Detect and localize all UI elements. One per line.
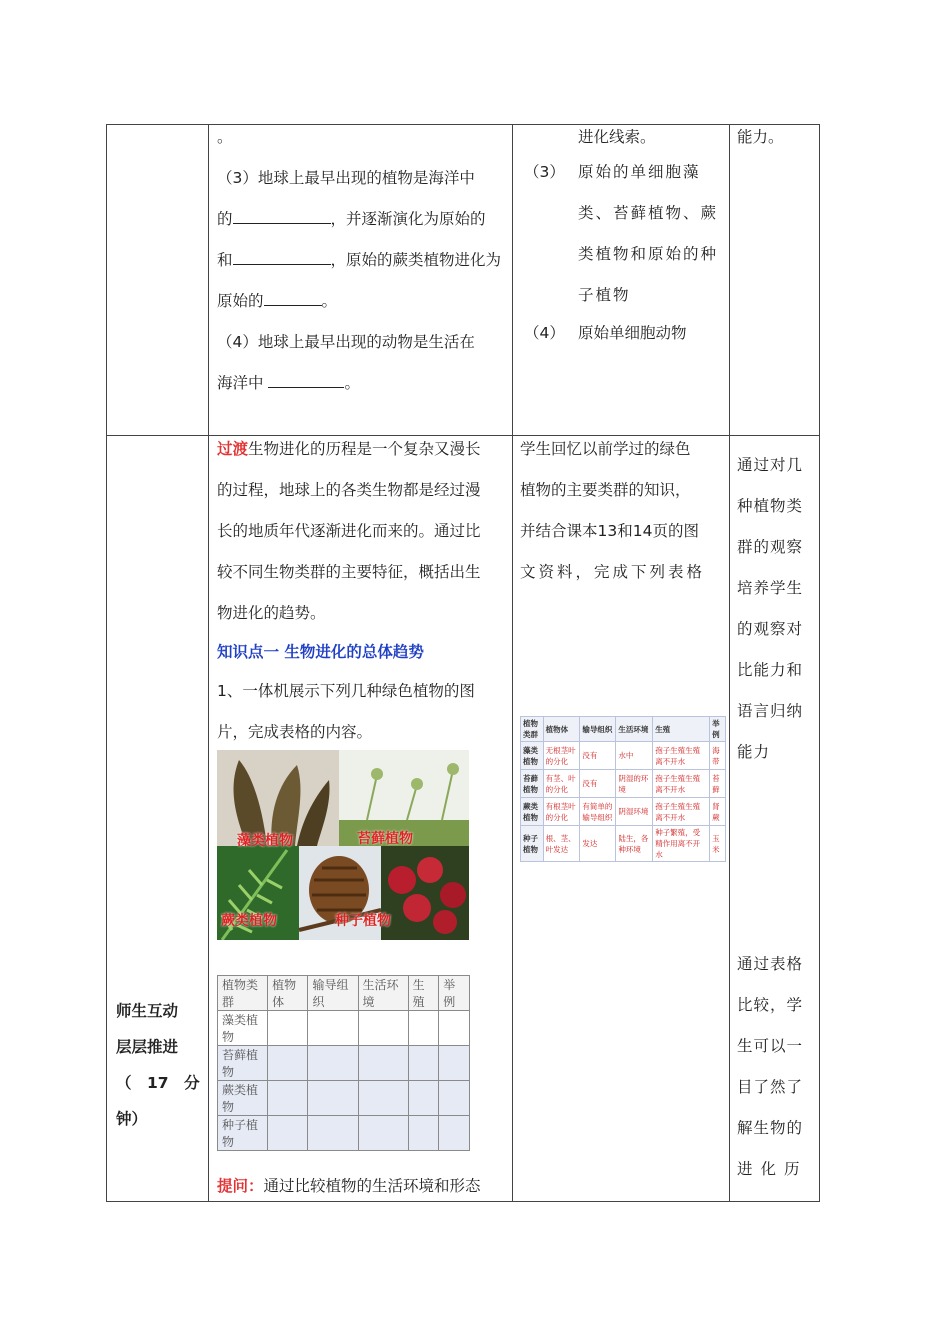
table-cell-empty[interactable] — [308, 1011, 358, 1046]
question-label: 提问： — [217, 1177, 264, 1195]
text-line: 的过程，地球上的各类生物都是经过漫 — [217, 481, 481, 499]
photo-label-seed: 种子植物 — [335, 913, 391, 929]
text-line: 文资料，完成下列表格 — [520, 563, 706, 581]
answer-3-text — [578, 152, 723, 316]
transition-label: 过渡 — [217, 440, 249, 458]
text-line: 学生回忆以前学过的绿色 — [520, 440, 691, 458]
answer-cell: 种子繁殖，受精作用离不开水 — [653, 826, 710, 862]
answer-cell: 有简单的输导组织 — [580, 798, 616, 826]
answer-cell: 水中 — [616, 742, 653, 770]
answer-table-row — [521, 742, 726, 770]
table-cell-empty[interactable] — [408, 1081, 439, 1116]
stage-line: 师生互动 — [116, 1002, 179, 1020]
text-line: （4）地球上最早出现的动物是生活在 — [217, 333, 475, 351]
text-line: 过渡生物进化的历程是一个复杂又漫长 — [217, 440, 481, 458]
question-line — [217, 1166, 507, 1207]
table-header-cell: 植物类群 — [218, 976, 268, 1011]
answer-cell: 陆生，各种环境 — [616, 826, 653, 862]
plant-classification-table — [217, 975, 470, 1151]
text-line: （3）地球上最早出现的植物是海洋中 — [217, 169, 475, 187]
answer-header-cell: 输导组织 — [580, 717, 616, 742]
text-line: 目了然了 — [737, 1078, 804, 1096]
answer-row-label: 种子植物 — [521, 826, 544, 862]
text-line: 原始的单细胞藻 — [578, 163, 701, 181]
text-line: 较不同生物类群的主要特征，概括出生 — [217, 563, 481, 581]
fill-blank[interactable] — [264, 291, 322, 306]
text-line: 植物的主要类群的知识， — [520, 481, 691, 499]
student-activity-text — [520, 429, 720, 593]
table-cell-empty[interactable] — [439, 1116, 470, 1151]
text-line: 片，完成表格的内容。 — [217, 723, 373, 741]
plant-photo-collage — [217, 750, 469, 940]
table-cell-empty[interactable] — [268, 1011, 308, 1046]
answer-cell: 根、茎、叶发达 — [543, 826, 580, 862]
text-line: 长的地质年代逐渐进化而来的。通过比 — [217, 522, 481, 540]
col-divider-2 — [512, 125, 513, 1201]
answer-cell: 海带 — [710, 742, 726, 770]
text-line: 子植物 — [578, 286, 631, 304]
text-line: 并结合课本13和14页的图 — [520, 522, 699, 540]
answer-cell: 无根茎叶的分化 — [543, 742, 580, 770]
table-cell-empty[interactable] — [358, 1046, 408, 1081]
table-row-label: 种子植物 — [218, 1116, 268, 1151]
answer-table-row — [521, 798, 726, 826]
fill-blank[interactable] — [233, 209, 331, 224]
photo-label-moss: 苔藓植物 — [357, 831, 413, 847]
answer-header-cell: 植物体 — [543, 717, 580, 742]
answer-row-label: 藻类植物 — [521, 742, 544, 770]
answer-cell: 没有 — [580, 770, 616, 798]
answer-cell: 发达 — [580, 826, 616, 862]
table-row-label: 藻类植物 — [218, 1011, 268, 1046]
answer-cell: 有茎、叶的分化 — [543, 770, 580, 798]
text-line: 的观察对 — [737, 620, 804, 638]
answer-table-header — [521, 717, 726, 742]
table-cell-empty[interactable] — [358, 1116, 408, 1151]
answer-table-row — [521, 826, 726, 862]
table-row — [218, 1116, 470, 1151]
text-line: 原始的 。 — [217, 292, 338, 310]
answer-cell: 阴湿环境 — [616, 798, 653, 826]
text-line: 海洋中 。 — [217, 374, 360, 392]
answer-cell: 苔藓 — [710, 770, 726, 798]
answer-cell: 肾蕨 — [710, 798, 726, 826]
table-cell-empty[interactable] — [308, 1116, 358, 1151]
table-row — [218, 1011, 470, 1046]
table-header-cell: 植物体 — [268, 976, 308, 1011]
photo-label-algae: 藻类植物 — [237, 833, 293, 849]
text-line: 进化历 — [737, 1160, 808, 1178]
stage-line: 钟） — [116, 1110, 148, 1128]
answer-cell: 没有 — [580, 742, 616, 770]
table-header-cell: 生活环境 — [358, 976, 408, 1011]
answer-cell: 孢子生殖生殖离不开水 — [653, 742, 710, 770]
answer-3-number: （3） — [524, 163, 565, 181]
answer-table-row — [521, 770, 726, 798]
table-cell-empty[interactable] — [358, 1081, 408, 1116]
table-row-label: 苔藓植物 — [218, 1046, 268, 1081]
answer-row-label: 蕨类植物 — [521, 798, 544, 826]
table-header-row — [218, 976, 470, 1011]
row1-col3-line0: 进化线索。 — [578, 128, 656, 146]
answer-header-cell: 生殖 — [653, 717, 710, 742]
photo-label-fern: 蕨类植物 — [221, 913, 277, 929]
table-cell-empty[interactable] — [439, 1011, 470, 1046]
text-line: 群的观察 — [737, 538, 804, 556]
table-cell-empty[interactable] — [439, 1081, 470, 1116]
table-cell-empty[interactable] — [439, 1046, 470, 1081]
table-row-label: 蕨类植物 — [218, 1081, 268, 1116]
text-line: 生可以一 — [737, 1037, 804, 1055]
answer-table — [520, 716, 726, 862]
section-heading: 知识点一 生物进化的总体趋势 — [217, 643, 424, 661]
text-line: 语言归纳 — [737, 702, 804, 720]
text-line: 解生物的 — [737, 1119, 804, 1137]
text-line: 物进化的趋势。 — [217, 604, 326, 622]
text-line: 1、一体机展示下列几种绿色植物的图 — [217, 682, 475, 700]
col-divider-1 — [208, 125, 209, 1201]
text-line: 培养学生 — [737, 579, 804, 597]
answer-header-cell: 植物类群 — [521, 717, 544, 742]
answer-cell: 孢子生殖生殖离不开水 — [653, 798, 710, 826]
row1-col4-text: 能力。 — [737, 128, 784, 146]
transition-paragraph — [217, 429, 502, 753]
text-line: 。 — [217, 128, 233, 146]
design-intent-a — [737, 445, 815, 773]
text-line: 种植物类 — [737, 497, 804, 515]
text-line: 能力 — [737, 743, 771, 761]
table-row — [218, 1081, 470, 1116]
text-line: 通过表格 — [737, 955, 804, 973]
table-header-cell: 生殖 — [408, 976, 439, 1011]
table-cell-empty[interactable] — [268, 1081, 308, 1116]
table-header-cell: 举例 — [439, 976, 470, 1011]
answer-header-cell: 生活环境 — [616, 717, 653, 742]
text-line: 比较，学 — [737, 996, 804, 1014]
col-divider-3 — [729, 125, 730, 1201]
table-row — [218, 1046, 470, 1081]
table-cell-empty[interactable] — [408, 1116, 439, 1151]
answer-cell: 阴湿的环境 — [616, 770, 653, 798]
answer-4-number: （4） — [524, 324, 565, 342]
text-line: 和 ，原始的蕨类植物进化为 — [217, 251, 502, 269]
text-line: 比能力和 — [737, 661, 804, 679]
fill-blank[interactable] — [233, 250, 331, 265]
table-cell-empty[interactable] — [308, 1046, 358, 1081]
table-cell-empty[interactable] — [408, 1046, 439, 1081]
answer-cell: 孢子生殖生殖离不开水 — [653, 770, 710, 798]
stage-line: 层层推进 — [116, 1038, 179, 1056]
text-line: 的 ，并逐渐演化为原始的 — [217, 210, 486, 228]
text-line: 通过对几 — [737, 456, 804, 474]
table-cell-empty[interactable] — [268, 1116, 308, 1151]
text-line: 类、苔藓植物、蕨 — [578, 204, 719, 222]
design-intent-b — [737, 944, 815, 1190]
stage-label — [116, 993, 202, 1137]
table-cell-empty[interactable] — [268, 1046, 308, 1081]
answer-header-cell: 举例 — [710, 717, 726, 742]
stage-line: （ 17 分 — [116, 1074, 200, 1092]
row1-col2-text — [217, 117, 502, 404]
table-cell-empty[interactable] — [308, 1081, 358, 1116]
question-text: 通过比较植物的生活环境和形态 — [263, 1177, 481, 1195]
text-line: 类植物和原始的种 — [578, 245, 719, 263]
answer-cell: 玉米 — [710, 826, 726, 862]
table-header-cell: 输导组织 — [308, 976, 358, 1011]
table-cell-empty[interactable] — [408, 1011, 439, 1046]
table-cell-empty[interactable] — [358, 1011, 408, 1046]
fill-blank[interactable] — [268, 373, 344, 388]
answer-row-label: 苔藓植物 — [521, 770, 544, 798]
answer-cell: 有根茎叶的分化 — [543, 798, 580, 826]
answer-4-text: 原始单细胞动物 — [578, 324, 687, 342]
